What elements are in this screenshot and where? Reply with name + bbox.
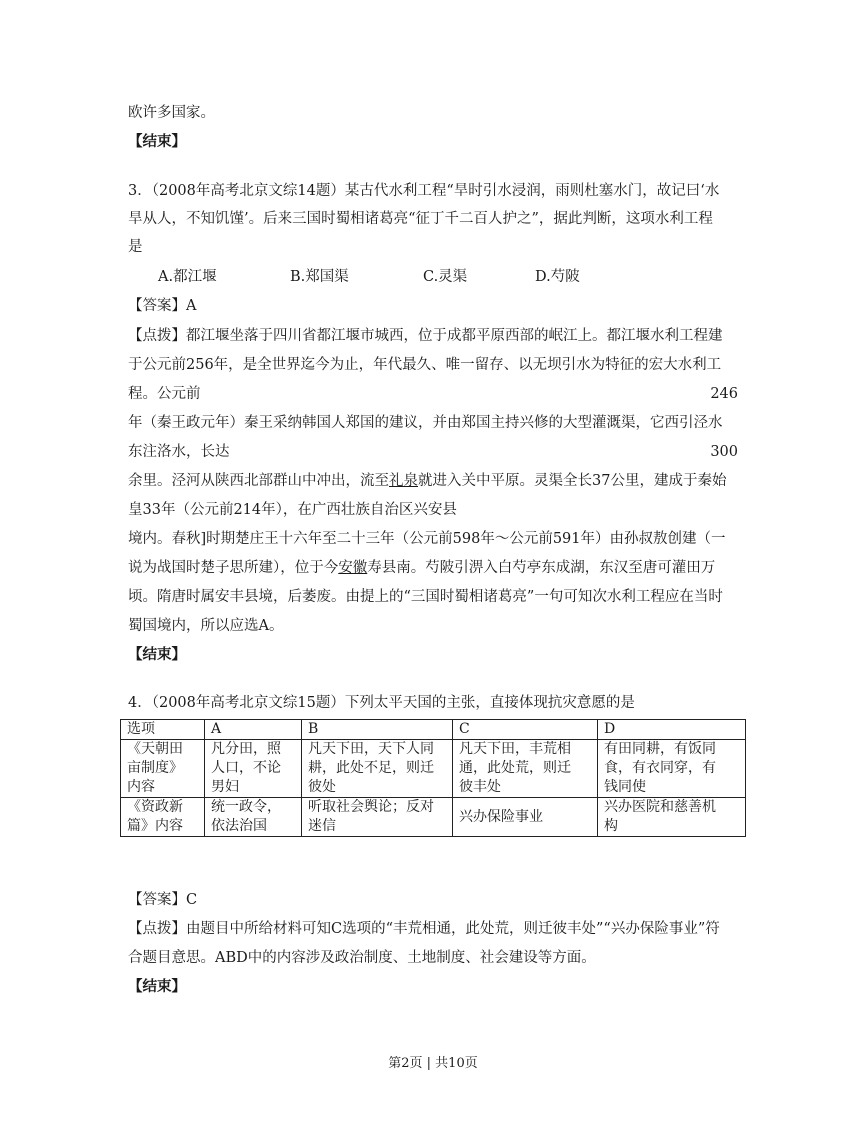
q3-stem-line-3: 是 [128,239,143,255]
table-row [121,740,746,798]
table-header-row [121,720,746,740]
table-cell: 统一政令， 依法治国 [205,798,302,837]
q3-stem-line-2: 旱从人，不知饥馑’。后来三国时蜀相诸葛亮“征丁千二百人护之”，据此判断，这项水利工程 [128,211,713,227]
table-cell: 兴办医院和慈善机 构 [598,798,746,837]
q4-options-table [120,719,746,837]
q4-analysis-line-1: 【点拨】由题目中所给材料可知C选项的“丰荒相通，此处荒，则迁彼丰处”“兴办保险事业”符 [128,921,720,937]
q3-option-b: B.郑国渠 [290,269,349,285]
q3-option-d: D.芍陂 [535,269,580,285]
q3-analysis-line-7: 皇33年（公元前214年），在广西壮族自治区兴安县 [128,502,457,518]
q3-analysis-line-9-post: 寿县南。芍陂引淠入白芍亭东成湖，东汉至唐可灌田万 [367,560,716,576]
table-cell: 凡天下田，天下人同 耕，此处不足，则迁 彼处 [302,740,453,798]
place-link-anhui[interactable]: 安徽 [338,560,368,576]
q4-stem: 4．（2008年高考北京文综15题）下列太平天国的主张，直接体现抗灾意愿的是 [128,695,635,711]
q3-option-c: C.灵渠 [423,269,468,285]
q3-end-marker: 【结束】 [128,646,186,663]
q3-analysis-line-11: 蜀国境内，所以应选A。 [128,618,284,634]
q3-analysis-line-6-post: 就进入关中平原。灵渠全长37公里，建成于秦始 [418,473,727,489]
q3-analysis-line-5: 东注洛水，长达 [128,444,230,460]
q3-analysis-line-9 [128,558,715,578]
q4-analysis-line-2: 合题目意思。ABD中的内容涉及政治制度、土地制度、社会建设等方面。 [128,950,596,966]
q3-analysis-line-3: 程。公元前 [128,386,201,402]
table-cell: 听取社会舆论；反对 迷信 [302,798,453,837]
q4-end-marker: 【结束】 [128,978,186,995]
q3-analysis-line-1: 【点拨】都江堰坐落于四川省都江堰市城西，位于成都平原西部的岷江上。都江堰水利工程建 [128,328,723,344]
table-cell: 有田同耕，有饭同 食，有衣同穿，有 钱同使 [598,740,746,798]
table-header-cell: A [205,720,302,740]
q3-analysis-line-6 [128,471,726,491]
table-cell-label: 《天朝田 亩制度》 内容 [121,740,205,798]
q3-analysis-line-8: 境内。春秋]时期楚庄王十六年至二十三年（公元前598年～公元前591年）由孙叔敖创建（一 [128,531,726,547]
continuation-text: 欧许多国家。 [128,105,215,121]
table-header-cell: D [598,720,746,740]
q3-analysis-line-10: 顷。隋唐时属安丰县境，后萎废。由提上的“三国时蜀相诸葛亮”一句可知次水利工程应在当时 [128,589,723,605]
q3-analysis-line-4: 年（秦王政元年）秦王采纳韩国人郑国的建议，并由郑国主持兴修的大型灌溉渠，它西引泾水 [128,415,723,431]
q3-option-a: A.都江堰 [158,269,217,285]
table-cell-label: 《资政新 篇》内容 [121,798,205,837]
table-row [121,798,746,837]
table-header-cell: 选项 [121,720,205,740]
place-link-liquan[interactable]: 礼泉 [389,473,418,489]
table-cell: 凡天下田，丰荒相 通，此处荒，则迁 彼丰处 [453,740,598,798]
q3-stem-line-1: 3．（2008年高考北京文综14题）某古代水利工程“旱时引水浸润，雨则杜塞水门，故记曰‘水 [128,183,720,199]
q3-analysis-line-5-length: 300 [710,444,738,460]
q3-analysis-line-6-pre: 余里。泾河从陕西北部群山中冲出，流至 [128,473,389,489]
table-cell: 凡分田，照 人口，不论 男妇 [205,740,302,798]
table-cell: 兴办保险事业 [453,798,598,837]
q3-analysis-line-3-year: 246 [710,386,738,402]
q3-analysis-line-2: 于公元前256年，是全世界迄今为止，年代最久、唯一留存、以无坝引水为特征的宏大水利工 [128,357,722,373]
table-header-cell: B [302,720,453,740]
q3-analysis-line-9-pre: 说为战国时楚子思所建），位于今 [128,560,339,576]
q4-answer: 【答案】C [128,892,198,908]
q3-answer: 【答案】A [128,298,197,314]
page-footer: 第2页 | 共10页 [388,1056,478,1071]
table-header-cell: C [453,720,598,740]
end-marker: 【结束】 [128,133,186,150]
